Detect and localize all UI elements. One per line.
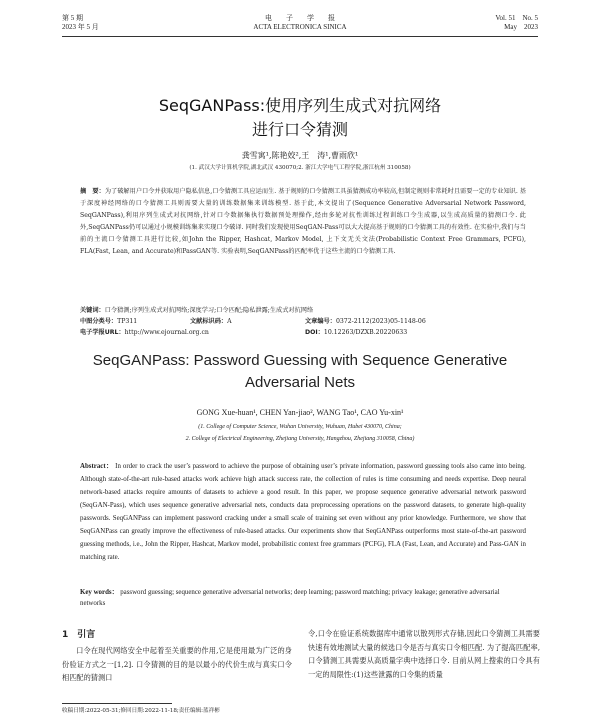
en-abstract: [80, 460, 526, 564]
doc-code-value: A: [227, 318, 232, 325]
doi-label: DOI：: [305, 329, 324, 336]
en-affiliation-2: 2. College of Electrical Engineering, Zhejiang University, Hangzhou, Zhejiang 310058, China): [185, 436, 415, 442]
header-volume-date: May 2023: [504, 23, 538, 31]
en-abstract-label: Abstract：: [80, 463, 114, 470]
clc-value: TP311: [117, 318, 138, 325]
header-volume: [495, 14, 538, 32]
header-divider: [62, 36, 538, 37]
en-keywords-text: password guessing; sequence generative adversarial networks; deep learning; password matching; privacy leakage; generative adversarial networks: [80, 589, 500, 607]
url-label: 电子学报URL：: [80, 329, 125, 336]
doi-value: 10.12263/DZXB.20220633: [323, 329, 408, 336]
intro-paragraph-right: 令,口令在验证系统数据库中通常以散列形式存储,因此口令猜测工具需要快速有效地测试大量的候选口令是否与真实口令相匹配. 为了提高匹配率,口令猜测工具需要从高质量字典中选择口令. 目前从网上搜索的口令具有一定的局限性:(1)这些泄露的口令集的质量: [308, 629, 540, 679]
zh-keywords-label: 关键词：: [80, 307, 105, 314]
header-journal-en: ACTA ELECTRONICA SINICA: [253, 23, 347, 31]
footnote-divider: [62, 703, 172, 704]
en-authors: GONG Xue-huan¹, CHEN Yan-jiao², WANG Tao¹, CAO Yu-xin¹: [196, 408, 404, 417]
doc-code-label: 文献标识码：: [190, 318, 228, 325]
header-volume-number: Vol. 51 No. 5: [495, 14, 538, 22]
clc-label: 中图分类号：: [80, 318, 118, 325]
en-abstract-text: In order to crack the user’s password to achieve the purpose of obtaining user’s private information, password guessing tools also came into being. Although state-of-the-art rule-based attacks work achieve high attack success rate, the collection of rules is time consuming and needs expertise. Deep neural network-based attacks require amounts of datasets to achieve a good result. In this paper, we propose sequence generative adversarial network password (SeqGAN-Pass), which uses sequence generative adversarial nets, conducts data preprocessing operations on the password datasets, to generate high-quality passwords. SeqGANPass can implement password cracking under a small scale of training set even without any prior knowledge. Furthermore, we show that SeqGANPass can greatly improve the effectiveness of rule-based attacks. Our experiments show that SeqGANPass outperforms most state-of-the-art password guessing methods, i.e., John the Ripper, Hashcat, Markov model, probabilistic context free grammars (PCFG), FLA (Fast, Lean, and Accurate) and Pass-GAN in matching rate.: [80, 463, 526, 561]
zh-title-line1: SeqGANPass:使用序列生成式对抗网络: [158, 96, 442, 115]
zh-authors: 龚雪寓¹,陈艳姣²,王 涛¹,曹雨欣¹: [241, 151, 359, 160]
header-issue-number: 第 5 期: [62, 14, 83, 22]
zh-abstract-label: 摘 要：: [80, 188, 105, 195]
en-title-line1: SeqGANPass: Password Guessing with Sequence Generative: [92, 352, 508, 369]
body-left-column: [62, 644, 292, 685]
intro-paragraph-left: 口令在现代网络安全中起着至关重要的作用,它是使用最为广泛的身份验证方式之一[1,2]. 口令猜测的目的是以最小的代价生成与真实口令相匹配的猜测口: [62, 646, 292, 682]
en-affiliation-1: (1. College of Computer Science, Wuhan University, Wuhuan, Hubei 430070, China;: [198, 424, 402, 430]
header-issue-date: 2023 年 5 月: [62, 23, 99, 31]
en-keywords: [80, 587, 526, 609]
zh-title: [62, 94, 538, 142]
zh-keywords-text: 口令猜测;序列生成式对抗网络;深度学习;口令匹配;隐私泄露;生成式对抗网络: [104, 307, 314, 314]
zh-title-line2: 进行口令猜测: [251, 120, 348, 139]
article-no-value: 0372-2112(2023)05-1148-06: [335, 318, 426, 325]
en-keywords-label: Key words：: [80, 589, 119, 596]
zh-abstract-text: 为了破解用户口令并获取用户隐私信息,口令猜测工具应运而生. 基于规则的口令猜测工具虽猜测成功率较高,但制定规则非常耗时且需要一定的专业知识. 基于深度神经网络的口令猜测工具则需要大量的训练数据集来训练模型. 基于此,本文提出了(Sequence Generative Adversarial Network Password, SeqGANPass),利用序列生成式对抗网络,针对口令数据集执行数据预处理操作,经由多轮对抗性训练过程训练口令生成器,以生成高质量的猜测口令. 此外,SeqGANPass仍可以通过小规模训练集来实现口令破译. 同时我们发现使用SeqGAN-Pass可以大大提高基于规则的口令猜测工具的有效性. 在实验中,我们与当前的主流口令猜测工具进行比较,如John the Ripper, Hashcat, Markov Model, 上下文无关文法(Probabilistic Context Free Grammars, PCFG), FLA(Fast, Lean, and Accurate)和PassGAN等. 实验表明,SeqGANPass的匹配率优于这些主流的口令猜测工具.: [80, 188, 526, 255]
journal-url[interactable]: http://www.ejournal.org.cn: [124, 329, 209, 336]
body-right-column: [308, 627, 540, 681]
en-title-line2: Adversarial Nets: [244, 374, 356, 391]
zh-affiliation: (1. 武汉大学计算机学院,湖北武汉 430070;2. 浙江大学电气工程学院,浙江杭州 310058): [189, 165, 411, 171]
en-title: [62, 350, 538, 394]
zh-keywords: [80, 306, 526, 316]
section-heading-introduction: 1 引言: [62, 630, 96, 640]
header-journal: [62, 14, 538, 32]
zh-abstract: [80, 186, 526, 258]
footnote-dates: 收稿日期:2022-05-31;修回日期:2022-11-18;责任编辑:蓝祥彬: [62, 708, 220, 714]
header-journal-zh: 电 子 学 报: [265, 14, 335, 22]
article-no-label: 文章编号：: [305, 318, 336, 325]
